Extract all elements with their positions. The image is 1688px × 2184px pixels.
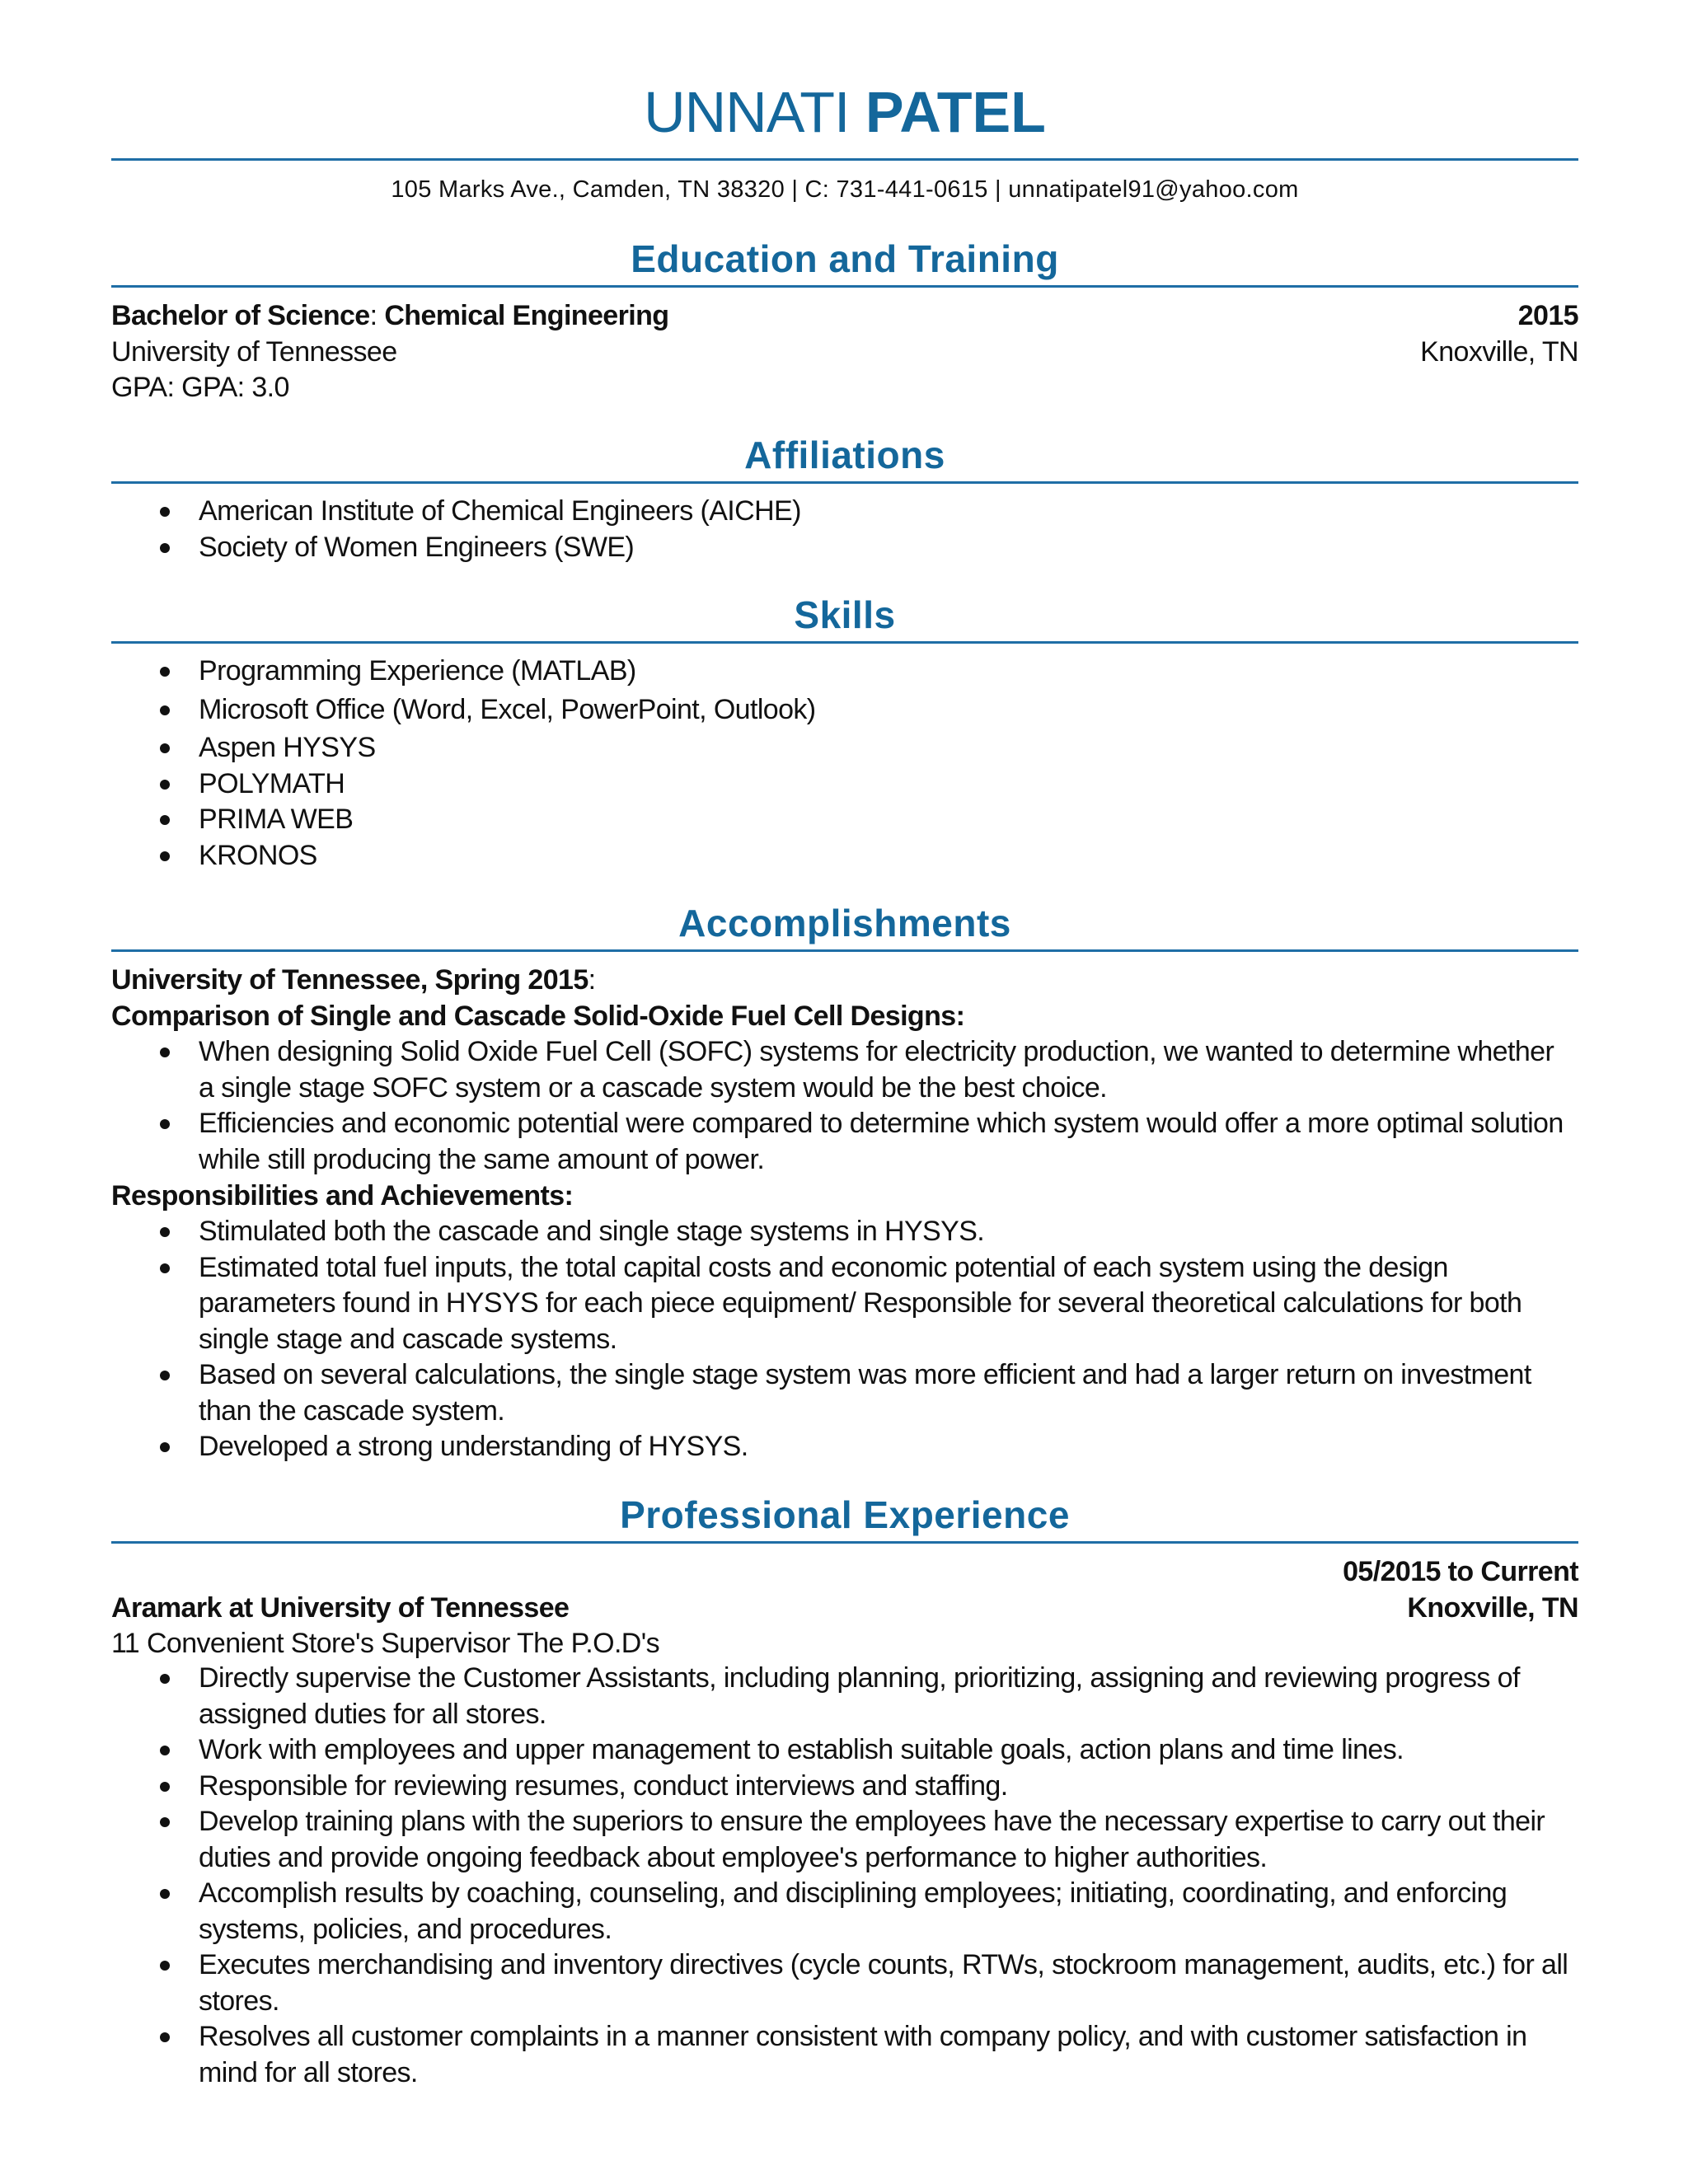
- gpa: GPA: GPA: 3.0: [111, 372, 289, 403]
- contact-line: 105 Marks Ave., Camden, TN 38320 | C: 731-441-0615 | unnatipatel91@yahoo.com: [391, 176, 1299, 203]
- list-item: American Institute of Chemical Engineers (AICHE): [111, 494, 1578, 530]
- school-location: Knoxville, TN: [1420, 336, 1578, 368]
- list-item: Aspen HYSYS: [111, 730, 1578, 766]
- project-list: [111, 1034, 1578, 1178]
- list-item: Microsoft Office (Word, Excel, PowerPoint, Outlook): [111, 692, 1578, 729]
- degree-separator: :: [369, 300, 377, 331]
- school-name: University of Tennessee: [111, 336, 397, 368]
- degree-row: [111, 298, 1578, 334]
- accomplishments-heading: Accomplishments: [678, 902, 1011, 944]
- affiliations-divider: [111, 481, 1578, 484]
- skills-list: [111, 654, 1578, 874]
- list-item: Accomplish results by coaching, counseling, and disciplining employees; initiating, coordinating, and enforcing systems, policies, and procedures.: [111, 1876, 1578, 1947]
- experience-heading: Professional Experience: [620, 1493, 1070, 1536]
- affiliations-list: [111, 494, 1578, 565]
- list-item: PRIMA WEB: [111, 802, 1578, 838]
- list-item: POLYMATH: [111, 766, 1578, 803]
- job-title: 11 Convenient Store's Supervisor The P.O.D's: [111, 1628, 660, 1659]
- list-item: Stimulated both the cascade and single stage systems in HYSYS.: [111, 1214, 1578, 1250]
- employment-dates: 05/2015 to Current: [1343, 1556, 1578, 1587]
- degree: Bachelor of Science: [111, 300, 370, 331]
- list-item: Estimated total fuel inputs, the total capital costs and economic potential of each system using the design parameters found in HYSYS for each piece equipment/ Responsible for several theoretical calculations for both single stage and cascade systems.: [111, 1250, 1578, 1358]
- list-item: Programming Experience (MATLAB): [111, 654, 1578, 690]
- accomplishment-context: [111, 962, 1578, 998]
- responsibilities-heading: Responsibilities and Achievements:: [111, 1180, 574, 1212]
- list-item: Efficiencies and economic potential were compared to determine which system would offer a more optimal solution while still producing the same amount of power.: [111, 1106, 1578, 1178]
- list-item: Develop training plans with the superiors to ensure the employees have the necessary expertise to carry out their duties and provide ongoing feedback about employee's performance to higher authorities.: [111, 1804, 1578, 1876]
- responsibilities-list: [111, 1214, 1578, 1465]
- education-divider: [111, 285, 1578, 288]
- first-name: UNNATI: [644, 80, 850, 144]
- list-item: Developed a strong understanding of HYSYS.: [111, 1429, 1578, 1465]
- skills-heading: Skills: [794, 593, 896, 636]
- major: Chemical Engineering: [384, 300, 669, 331]
- graduation-year: 2015: [1517, 300, 1578, 331]
- list-item: Work with employees and upper management to establish suitable goals, action plans and time lines.: [111, 1732, 1578, 1769]
- context-label: University of Tennessee, Spring 2015: [111, 964, 588, 996]
- employer-row: [111, 1590, 1578, 1626]
- list-item: Society of Women Engineers (SWE): [111, 530, 1578, 566]
- list-item: Responsible for reviewing resumes, conduct interviews and staffing.: [111, 1769, 1578, 1805]
- list-item: Based on several calculations, the single stage system was more efficient and had a larger return on investment than the cascade system.: [111, 1357, 1578, 1429]
- header-divider: [111, 158, 1578, 161]
- last-name: PATEL: [865, 80, 1046, 144]
- list-item: Directly supervise the Customer Assistants, including planning, prioritizing, assigning and reviewing progress of assigned duties for all stores.: [111, 1661, 1578, 1732]
- education-heading: Education and Training: [631, 237, 1059, 280]
- accomplishments-divider: [111, 949, 1578, 952]
- employer-name: Aramark at University of Tennessee: [111, 1592, 570, 1624]
- affiliations-heading: Affiliations: [744, 434, 945, 476]
- list-item: Executes merchandising and inventory directives (cycle counts, RTWs, stockroom management, audits, etc.) for all stores.: [111, 1947, 1578, 2019]
- resume-page: [111, 0, 1578, 2184]
- context-suffix: :: [588, 964, 596, 996]
- employer-location: Knoxville, TN: [1407, 1592, 1578, 1624]
- experience-divider: [111, 1541, 1578, 1544]
- skills-divider: [111, 641, 1578, 644]
- project-heading: Comparison of Single and Cascade Solid-Oxide Fuel Cell Designs:: [111, 1001, 965, 1032]
- list-item: KRONOS: [111, 838, 1578, 874]
- list-item: When designing Solid Oxide Fuel Cell (SOFC) systems for electricity production, we wanted to determine whether a single stage SOFC system or a cascade system would be the best choice.: [111, 1034, 1578, 1106]
- experience-list: [111, 1661, 1578, 2091]
- list-item: Resolves all customer complaints in a manner consistent with company policy, and with customer satisfaction in mind for all stores.: [111, 2019, 1578, 2091]
- candidate-name: [111, 79, 1578, 145]
- school-row: [111, 334, 1578, 370]
